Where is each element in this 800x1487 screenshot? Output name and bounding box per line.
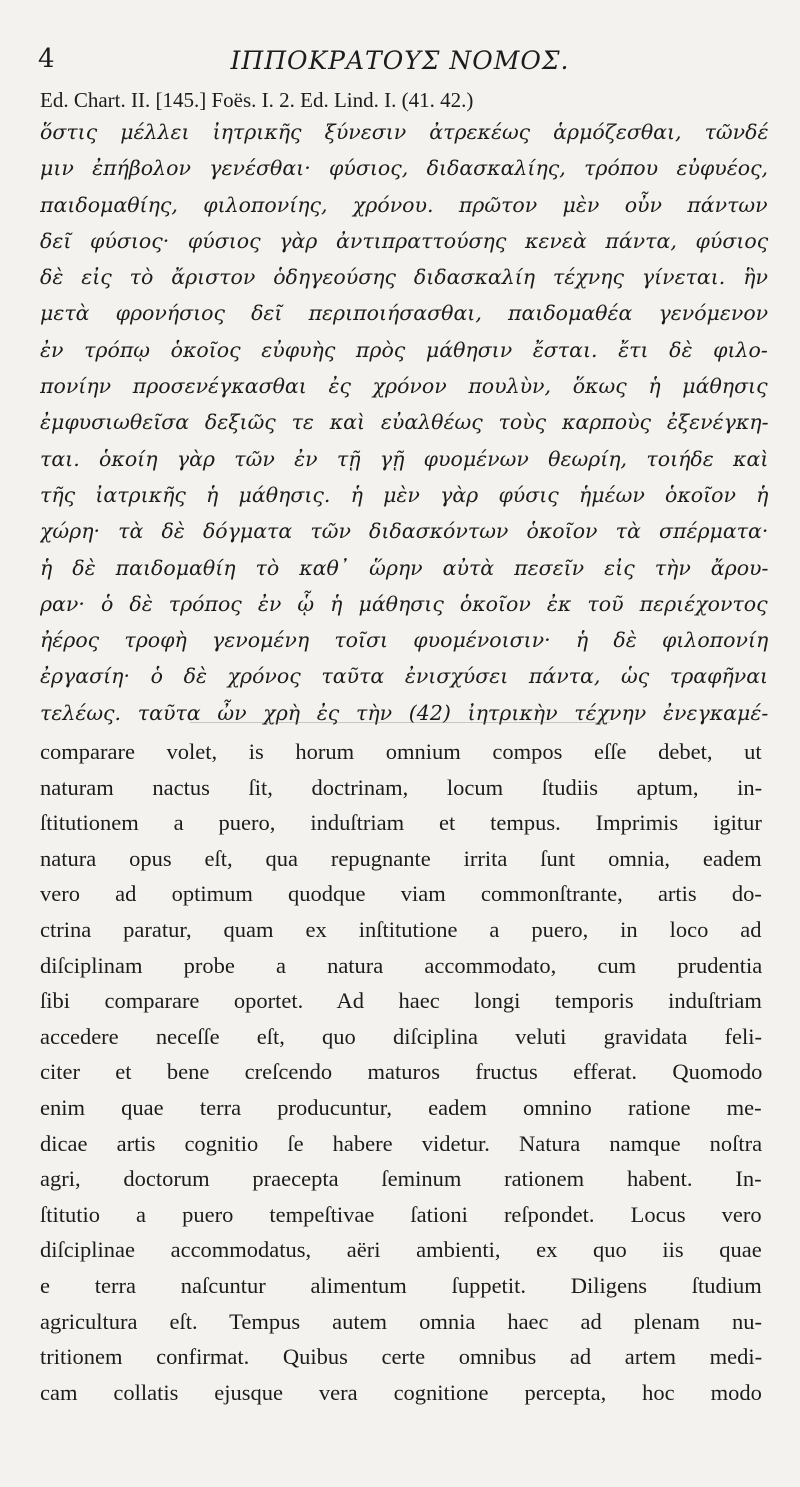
greek-text-line: παιδομαθίης, φιλοπονίης, χρόνου. πρῶτον μὲν οὖν πάντων [40, 192, 768, 217]
latin-text-line: ſibi comparare oportet. Ad haec longi temporis induſtriam [40, 988, 762, 1014]
latin-text-line: agricultura eſt. Tempus autem omnia haec ad plenam nu- [40, 1308, 762, 1334]
edition-reference-line: Ed. Chart. II. [145.] Foës. I. 2. Ed. Lind. I. (41. 42.) [40, 88, 474, 112]
latin-text-line: agri, doctorum praecepta ſeminum rationem habent. In- [40, 1166, 762, 1192]
greek-text-line: χώρη· τὰ δὲ δόγματα τῶν διδασκόντων ὁκοῖον τὰ σπέρματα· [40, 519, 769, 544]
latin-text-line: diſciplinae accommodatus, aëri ambienti, ex quo iis quae [40, 1237, 762, 1263]
latin-text-line: vero ad optimum quodque viam commonſtrante, artis do- [40, 881, 762, 907]
latin-text-line: diſciplinam probe a natura accommodato, cum prudentia [40, 952, 763, 978]
greek-text-line: ἐν τρόπῳ ὁκοῖος εὐφυὴς πρὸς μάθησιν ἔσται. ἔτι δὲ φιλο- [40, 337, 768, 362]
latin-text-line: cam collatis ejusque vera cognitione percepta, hoc modo [40, 1379, 762, 1405]
greek-text-line: δεῖ φύσιος· φύσιος γὰρ ἀντιπραττούσης κενεὰ πάντα, φύσιος [40, 228, 769, 253]
latin-translation-block [40, 734, 770, 1410]
section-divider [190, 722, 610, 723]
page-number: 4 [38, 44, 55, 74]
greek-text-line: μετὰ φρονήσιος δεῖ περιποιήσασθαι, παιδομαθέα γενόμενον [40, 301, 769, 326]
latin-text-line: dicae artis cognitio ſe habere videtur. Natura namque noſtra [40, 1130, 763, 1156]
latin-text-line: e terra naſcuntur alimentum ſuppetit. Diligens ſtudium [40, 1272, 762, 1298]
greek-text-block [40, 114, 780, 731]
latin-text-line: ſtitutionem a puero, induſtriam et tempus. Imprimis igitur [40, 810, 762, 836]
latin-text-line: comparare volet, is horum omnium compos eſſe debet, ut [40, 739, 762, 764]
greek-text-line: ἠέρος τροφὴ γενομένη τοῖσι φυομένοισιν· ἡ δὲ φιλοπονίη [40, 628, 769, 653]
greek-text-line: πονίην προσενέγκασθαι ἐς χρόνον πουλὺν, ὅκως ἡ μάθησις [40, 374, 768, 399]
greek-text-line: ραν· ὁ δὲ τρόπος ἐν ᾧ ἡ μάθησις ὁκοῖον ἐκ τοῦ περιέχοντος [40, 591, 768, 616]
latin-text-line: tritionem confirmat. Quibus certe omnibus ad artem medi- [40, 1344, 763, 1370]
greek-text-line: ἡ δὲ παιδομαθίη τὸ καθ᾽ ὥρην αὐτὰ πεσεῖν εἰς τὴν ἄρου- [40, 555, 769, 580]
latin-text-line: ctrina paratur, quam ex inſtitutione a puero, in loco ad [40, 916, 762, 942]
greek-text-line: ἐμφυσιωθεῖσα δεξιῶς τε καὶ εὐαλθέως τοὺς καρποὺς ἐξενέγκη- [40, 410, 769, 435]
greek-text-line: δὲ εἰς τὸ ἄριστον ὁδηγεούσης διδασκαλίη τέχνης γίνεται. ἣν [40, 265, 768, 290]
greek-text-line: τελέως. ταῦτα ὦν χρὴ ἐς τὴν (42) ἰητρικὴν τέχνην ἐνεγκαμέ- [40, 700, 769, 725]
latin-text-line: ſtitutio a puero tempeſtivae ſationi reſpondet. Locus vero [40, 1201, 762, 1227]
latin-text-line: accedere neceſſe eſt, quo diſciplina veluti gravidata feli- [40, 1023, 762, 1049]
page-header [30, 40, 770, 80]
greek-text-line: ται. ὁκοίη γὰρ τῶν ἐν τῇ γῇ φυομένων θεωρίη, τοιήδε καὶ [40, 446, 769, 471]
greek-text-line: τῆς ἰατρικῆς ἡ μάθησις. ἡ μὲν γὰρ φύσις ἡμέων ὁκοῖον ἡ [40, 482, 769, 507]
running-title: ΙΠΠΟΚΡΑΤΟΥΣ ΝΟΜΟΣ. [230, 46, 570, 75]
latin-text-line: natura opus eſt, qua repugnante irrita ſunt omnia, eadem [40, 845, 762, 871]
latin-text-line: naturam nactus ſit, doctrinam, locum ſtudiis aptum, in- [40, 774, 763, 800]
greek-text-line: ἐργασίη· ὁ δὲ χρόνος ταῦτα ἐνισχύσει πάντα, ὡς τραφῆναι [40, 664, 769, 689]
latin-text-line: citer et bene creſcendo maturos fructus efferat. Quomodo [40, 1059, 763, 1085]
latin-text-line: enim quae terra producuntur, eadem omnino ratione me- [40, 1094, 762, 1120]
greek-text-line: μιν ἐπήβολον γενέσθαι· φύσιος, διδασκαλίης, τρόπου εὐφυέος, [40, 156, 769, 181]
greek-text-line: ὅστις μέλλει ἰητρικῆς ξύνεσιν ἀτρεκέως ἁρμόζεσθαι, τῶνδέ [40, 120, 769, 144]
